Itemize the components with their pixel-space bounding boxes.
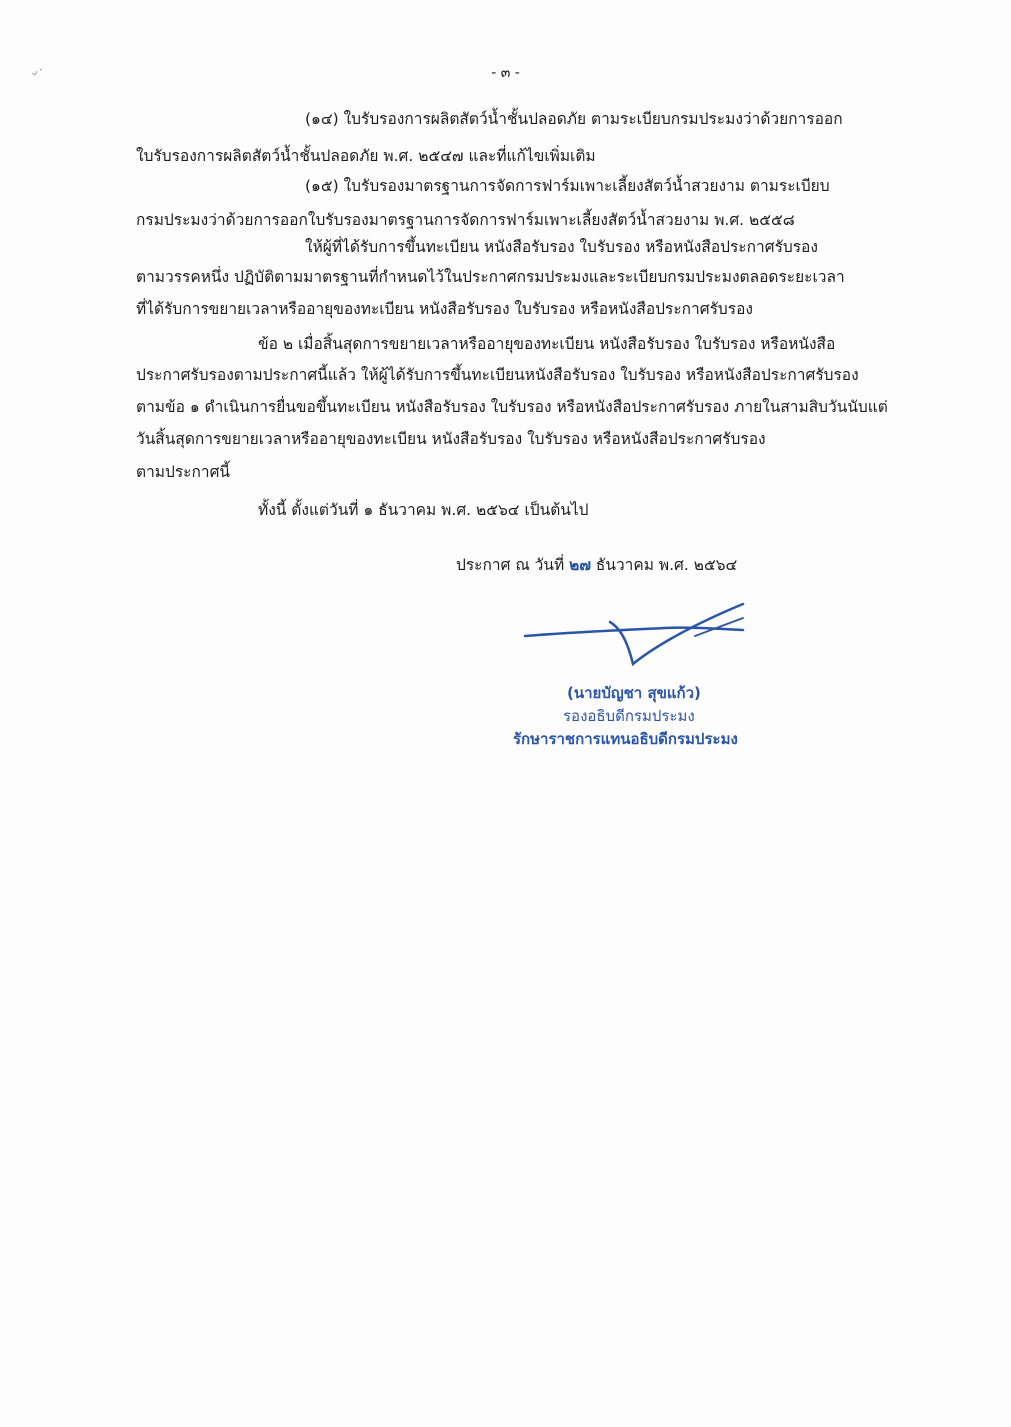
signatory-position: รองอธิบดีกรมประมง [563,707,695,725]
clause-2-line-3: ตามข้อ ๑ ดำเนินการยื่นขอขึ้นทะเบียน หนังสือรับรอง ใบรับรอง หรือหนังสือประกาศรับรอง ภายในสามสิบวันนับแต่ [136,398,888,416]
announcement-date [456,554,737,576]
para-15-line-2: กรมประมงว่าด้วยการออกใบรับรองมาตรฐานการจัดการฟาร์มเพาะเลี้ยงสัตว์น้ำสวยงาม พ.ศ. ๒๕๕๘ [136,211,795,229]
signature [515,598,755,678]
para-3-line-3: ที่ได้รับการขยายเวลาหรืออายุของทะเบียน หนังสือรับรอง ใบรับรอง หรือหนังสือประกาศรับรอง [136,300,753,318]
effective-date: ทั้งนี้ ตั้งแต่วันที่ ๑ ธันวาคม พ.ศ. ๒๕๖๔ เป็นต้นไป [258,501,589,519]
para-15-line-1: (๑๕) ใบรับรองมาตรฐานการจัดการฟาร์มเพาะเลี้ยงสัตว์น้ำสวยงาม ตามระเบียบ [305,177,830,195]
clause-2-line-1: ข้อ ๒ เมื่อสิ้นสุดการขยายเวลาหรืออายุของทะเบียน หนังสือรับรอง ใบรับรอง หรือหนังสือ [258,335,836,353]
announcement-date-suffix: ธันวาคม พ.ศ. ๒๕๖๔ [595,556,738,574]
clause-2-line-4: วันสิ้นสุดการขยายเวลาหรืออายุของทะเบียน หนังสือรับรอง ใบรับรอง หรือหนังสือประกาศรับรอง [136,430,766,448]
signatory-name: (นายบัญชา สุขแก้ว) [567,684,701,702]
clause-2-line-2: ประกาศรับรองตามประกาศนี้แล้ว ให้ผู้ได้รับการขึ้นทะเบียนหนังสือรับรอง ใบรับรอง หรือหนังสือประกาศรับรอง [136,366,859,384]
signatory-acting: รักษาราชการแทนอธิบดีกรมประมง [513,730,738,748]
para-14-line-2: ใบรับรองการผลิตสัตว์น้ำชั้นปลอดภัย พ.ศ. ๒๕๔๗ และที่แก้ไขเพิ่มเติม [136,147,596,165]
para-3-line-1: ให้ผู้ที่ได้รับการขึ้นทะเบียน หนังสือรับรอง ใบรับรอง หรือหนังสือประกาศรับรอง [305,238,818,256]
announcement-date-day: ๒๗ [569,556,591,574]
para-14-line-1: (๑๔) ใบรับรองการผลิตสัตว์น้ำชั้นปลอดภัย ตามระเบียบกรมประมงว่าด้วยการออก [305,110,843,128]
clause-2-line-5: ตามประกาศนี้ [136,463,230,481]
para-3-line-2: ตามวรรคหนึ่ง ปฏิบัติตามมาตรฐานที่กำหนดไว้ในประกาศกรมประมงและระเบียบกรมประมงตลอดระยะเวลา [136,268,845,286]
announcement-date-prefix: ประกาศ ณ วันที่ [456,556,565,574]
page-number: - ๓ - [491,65,520,81]
